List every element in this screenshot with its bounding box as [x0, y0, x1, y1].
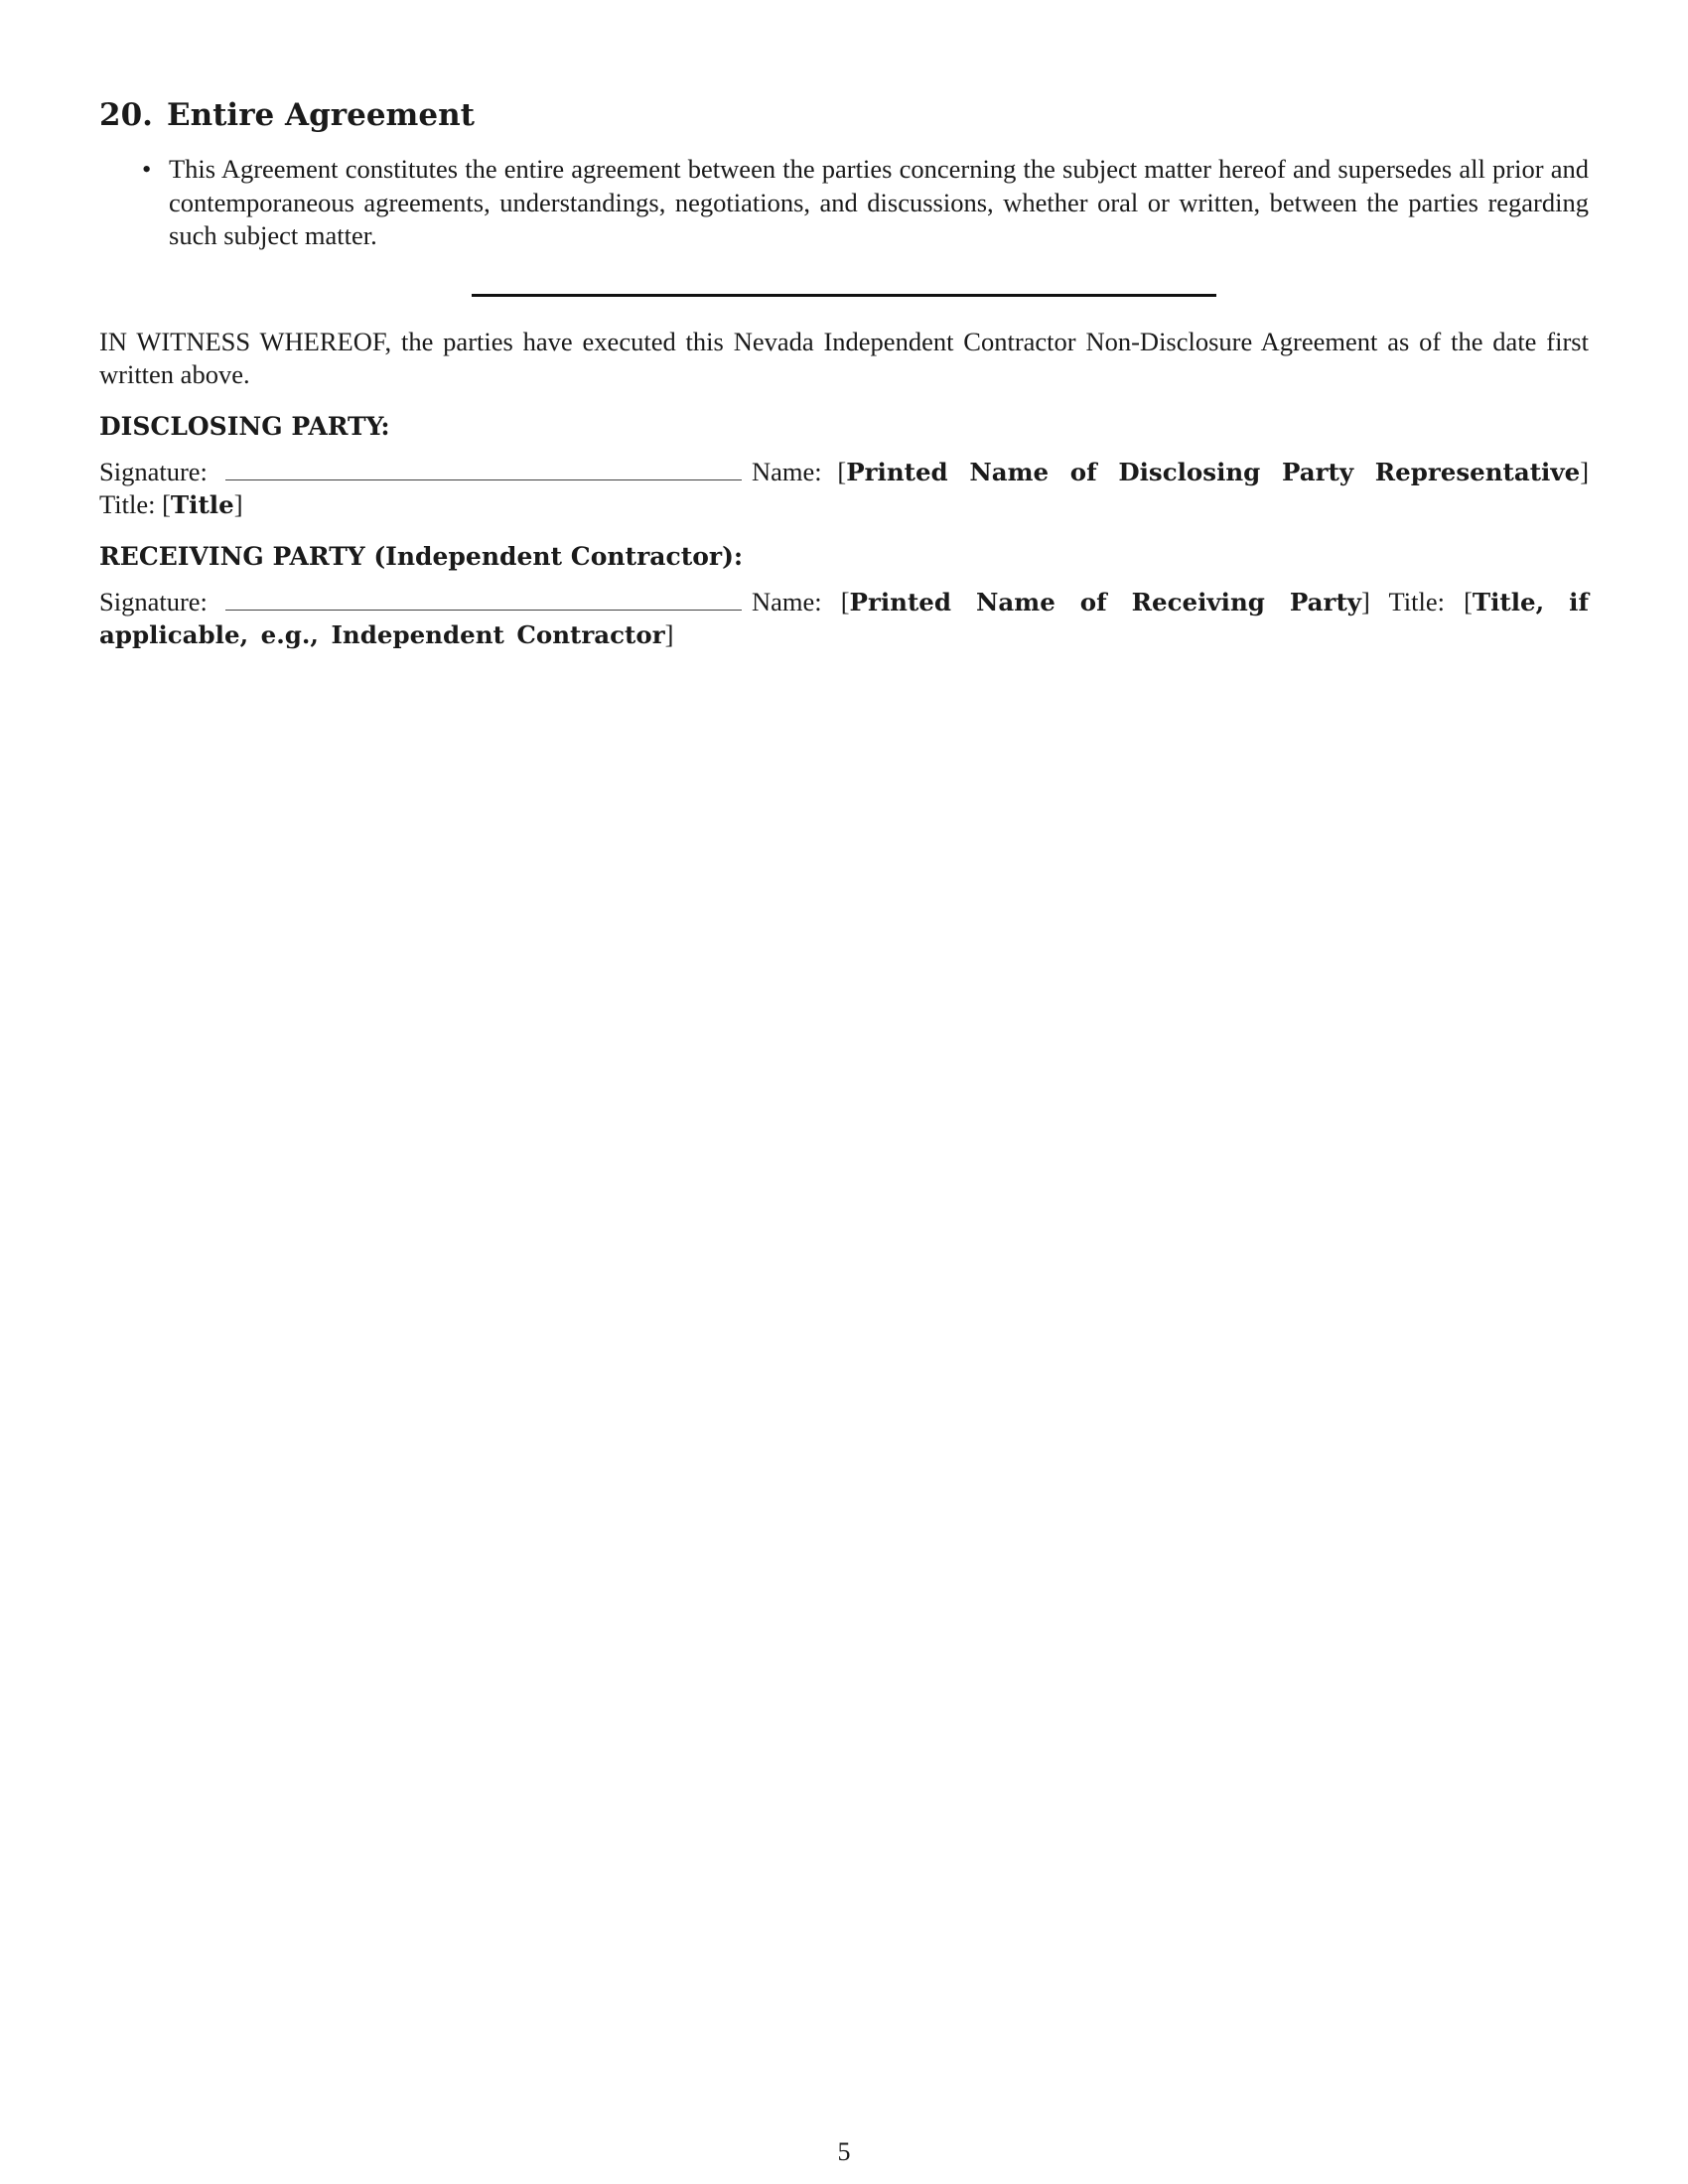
disclosing-signature-block: Signature: Name: [Printed Name of Disclosing Party Representative] Title: [Title] [99, 456, 1590, 519]
bullet-text: This Agreement constitutes the entire agreement between the parties concerning the subject matter hereof and supersedes all prior and contemporaneous agreements, understandings, negotiations, and discussions, whether oral or written, between the parties regarding such subject matter. [169, 154, 1589, 250]
receiving-signature-block: Signature: Name: [Printed Name of Receiving Party] Title: [Title, if applicable, e.g., Independent Contractor] [99, 586, 1590, 649]
disclosing-name-label: Name: [751, 456, 822, 486]
receiving-title-label: Title: [1388, 586, 1445, 616]
receiving-signature-label: Signature: [99, 586, 208, 616]
disclosing-title-value: Title [170, 490, 234, 519]
receiving-name-label: Name: [751, 586, 822, 616]
disclosing-party-heading: DISCLOSING PARTY: [99, 411, 390, 441]
list-item [142, 153, 1589, 253]
receiving-signature-line [225, 588, 742, 611]
document-page [99, 95, 1589, 652]
section-heading [99, 95, 1589, 135]
disclosing-title-label: Title: [99, 489, 156, 519]
disclosing-signature-line [225, 458, 742, 480]
section-number: 20. [99, 97, 153, 133]
receiving-name-value: Printed Name of Receiving Party [849, 587, 1362, 616]
horizontal-divider [472, 294, 1216, 297]
section-bullet-list [99, 153, 1589, 253]
receiving-title-value: Title, if applicable, e.g., Independent Contractor [99, 587, 1590, 649]
bullet-icon: • [142, 154, 152, 184]
disclosing-name-value: Printed Name of Disclosing Party Representative [846, 457, 1581, 486]
witness-paragraph: IN WITNESS WHEREOF, the parties have executed this Nevada Independent Contractor Non-Disclosure Agreement as of the date first written above. [99, 326, 1589, 389]
disclosing-signature-label: Signature: [99, 456, 208, 486]
page-number: 5 [837, 2137, 851, 2166]
receiving-party-heading: RECEIVING PARTY (Independent Contractor): [99, 541, 744, 571]
section-title: Entire Agreement [166, 97, 475, 133]
